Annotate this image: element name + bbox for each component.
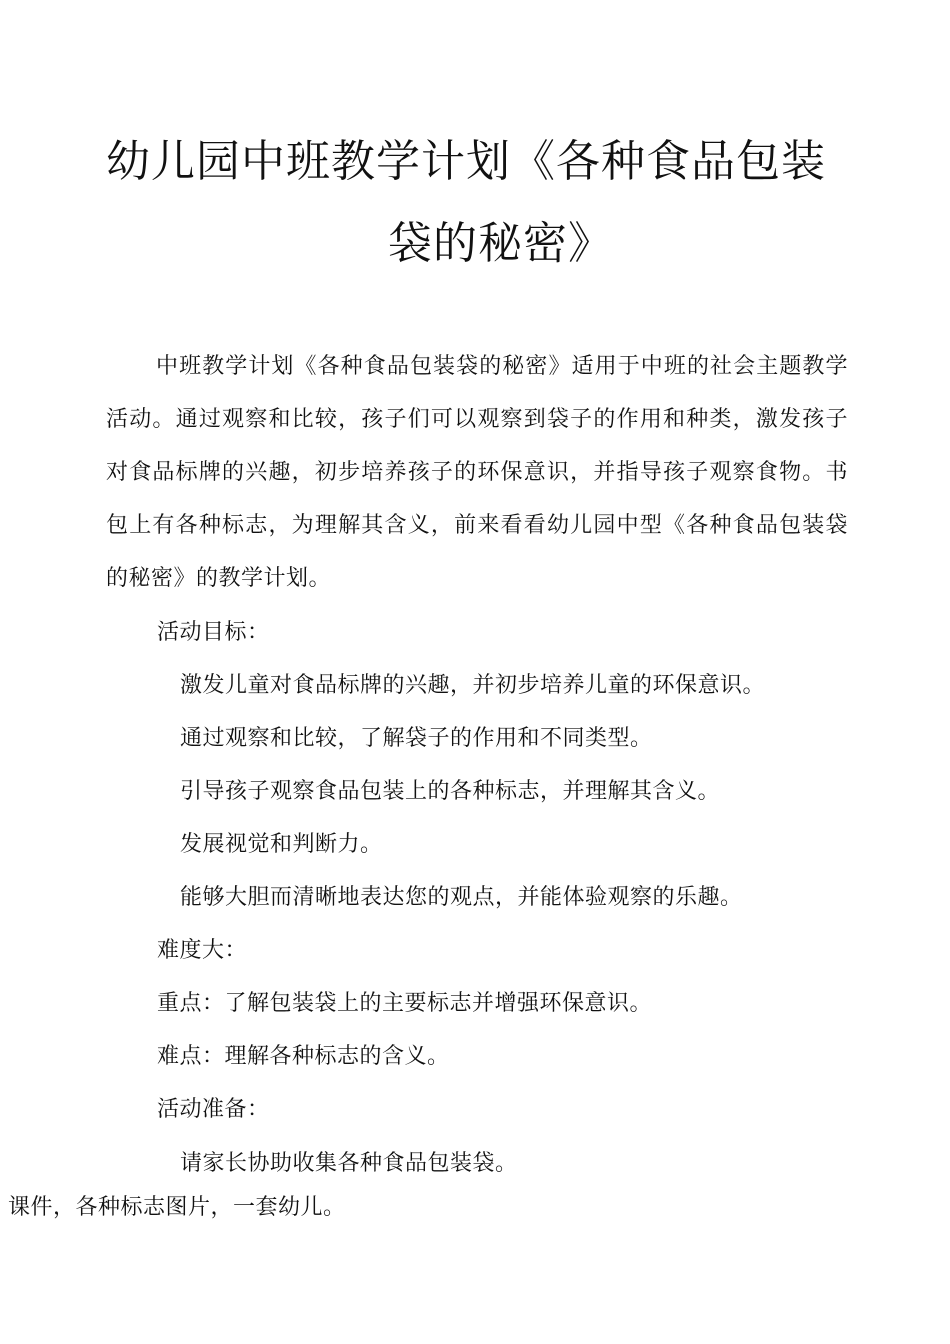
- preparation-item: 请家长协助收集各种食品包装袋。: [180, 1151, 518, 1176]
- intro-paragraph: 中班教学计划《各种食品包装袋的秘密》适用于中班的社会主题教学活动。通过观察和比较，孩子们可以观察到袋子的作用和种类，激发孩子对食品标牌的兴趣，初步培养孩子的环保意识，并指导孩子观察食物。书包上有各种标志，为理解其含义，前来看看幼儿园中型《各种食品包装袋的秘密》的教学计划。: [106, 354, 848, 591]
- document-title-line-1: 幼儿园中班教学计划《各种食品包装: [106, 136, 826, 187]
- preparation-heading: 活动准备：: [157, 1097, 270, 1122]
- goal-item: 发展视觉和判断力。: [180, 832, 383, 857]
- difficulty-heading: 难度大：: [157, 938, 248, 963]
- goal-item: 激发儿童对食品标牌的兴趣，并初步培养儿童的环保意识。: [180, 673, 766, 698]
- goal-item: 引导孩子观察食品包装上的各种标志，并理解其含义。: [180, 779, 721, 804]
- preparation-item: 课件，各种标志图片，一套幼儿。: [8, 1195, 346, 1220]
- key-point: 重点：了解包装袋上的主要标志并增强环保意识。: [157, 991, 653, 1016]
- difficult-point: 难点：理解各种标志的含义。: [157, 1044, 450, 1069]
- document-title-line-2: 袋的秘密》: [388, 218, 613, 269]
- goals-heading: 活动目标：: [157, 620, 270, 645]
- goal-item: 能够大胆而清晰地表达您的观点，并能体验观察的乐趣。: [180, 885, 743, 910]
- goal-item: 通过观察和比较，了解袋子的作用和不同类型。: [180, 726, 653, 751]
